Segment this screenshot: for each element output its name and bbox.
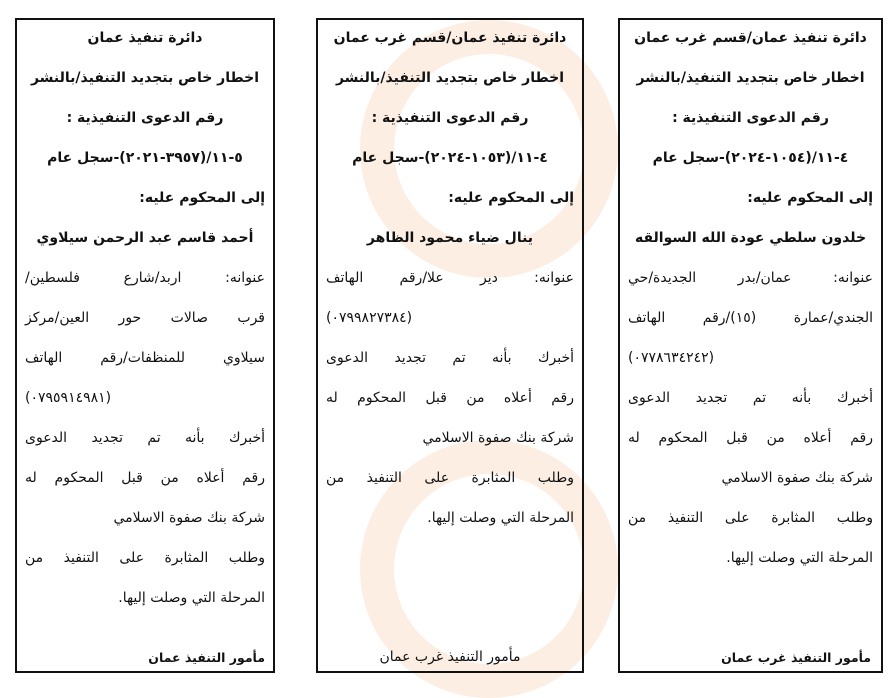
signature-officer: مأمور التنفيذ غرب عمان xyxy=(379,649,521,665)
court-department: دائرة تنفيذ عمان xyxy=(87,30,203,46)
address-line-1: عنوانه: عمان/بدر الجديدة/حي xyxy=(628,270,873,286)
body-line-2: رقم أعلاه من قبل المحكوم له xyxy=(25,470,265,486)
case-number: ٥-١١/(٣٩٥٧-٢٠٢١)-سجل عام xyxy=(47,150,243,166)
notice-title: اخطار خاص بتجديد التنفيذ/بالنشر xyxy=(335,70,565,86)
address-line-3: سيلاوي للمنظفات/رقم الهاتف xyxy=(25,350,265,366)
phone-number: (٠٧٧٨٦٣٤٢٤٢) xyxy=(628,350,715,366)
court-department: دائرة تنفيذ عمان/قسم غرب عمان xyxy=(634,30,867,46)
body-line-2: رقم أعلاه من قبل المحكوم له xyxy=(326,390,574,406)
defendant-name: خلدون سلطي عودة الله السوالقه xyxy=(634,230,867,246)
body-line-1: أخبرك بأنه تم تجديد الدعوى xyxy=(326,350,574,366)
address-line-1: عنوانه: دير علا/رقم الهاتف xyxy=(326,270,574,286)
court-department: دائرة تنفيذ عمان/قسم غرب عمان xyxy=(333,30,567,46)
body-line-5: المرحلة التي وصلت إليها. xyxy=(726,550,873,566)
body-line-5: المرحلة التي وصلت إليها. xyxy=(118,590,265,606)
address-line-2: قرب صالات حور العين/مركز xyxy=(25,310,265,326)
body-line-3: شركة بنك صفوة الاسلامي xyxy=(113,510,265,526)
body-line-4: وطلب المثابرة على التنفيذ من xyxy=(25,550,265,566)
case-number-label: رقم الدعوى التنفيذية : xyxy=(371,110,529,126)
notice-column-left xyxy=(15,18,275,673)
body-line-1: أخبرك بأنه تم تجديد الدعوى xyxy=(25,430,265,446)
defendant-label: إلى المحكوم عليه: xyxy=(448,190,574,206)
signature-officer: مأمور التنفيذ غرب عمان xyxy=(721,650,871,665)
body-line-2: رقم أعلاه من قبل المحكوم له xyxy=(628,430,873,446)
defendant-name: ينال ضياء محمود الظاهر xyxy=(366,230,534,246)
notice-title: اخطار خاص بتجديد التنفيذ/بالنشر xyxy=(636,70,865,86)
notice-title: اخطار خاص بتجديد التنفيذ/بالنشر xyxy=(30,70,260,86)
phone-number: (٠٧٩٩٨٢٧٣٨٤) xyxy=(326,310,413,326)
defendant-name: أحمد قاسم عبد الرحمن سيلاوي xyxy=(36,230,254,246)
body-line-1: أخبرك بأنه تم تجديد الدعوى xyxy=(628,390,873,406)
body-line-4: وطلب المثابرة على التنفيذ من xyxy=(326,470,574,486)
signature-officer: مأمور التنفيذ عمان xyxy=(148,650,265,665)
notice-column-right xyxy=(618,18,883,673)
case-number: ٤-١١/(١٠٥٣-٢٠٢٤)-سجل عام xyxy=(352,150,548,166)
defendant-label: إلى المحكوم عليه: xyxy=(139,190,265,206)
case-number: ٤-١١/(١٠٥٤-٢٠٢٤)-سجل عام xyxy=(652,150,849,166)
notice-column-middle xyxy=(316,18,584,673)
case-number-label: رقم الدعوى التنفيذية : xyxy=(66,110,224,126)
defendant-label: إلى المحكوم عليه: xyxy=(747,190,873,206)
address-line-2: الجندي/عمارة (١٥)/رقم الهاتف xyxy=(628,310,873,326)
body-line-3: شركة بنك صفوة الاسلامي xyxy=(721,470,873,486)
body-line-3: شركة بنك صفوة الاسلامي xyxy=(422,430,574,446)
phone-number: (٠٧٩٥٩١٤٩٨١) xyxy=(25,390,112,406)
body-line-5: المرحلة التي وصلت إليها. xyxy=(427,510,574,526)
case-number-label: رقم الدعوى التنفيذية : xyxy=(672,110,829,126)
address-line-1: عنوانه: اربد/شارع فلسطين/ xyxy=(25,270,265,286)
body-line-4: وطلب المثابرة على التنفيذ من xyxy=(628,510,873,526)
